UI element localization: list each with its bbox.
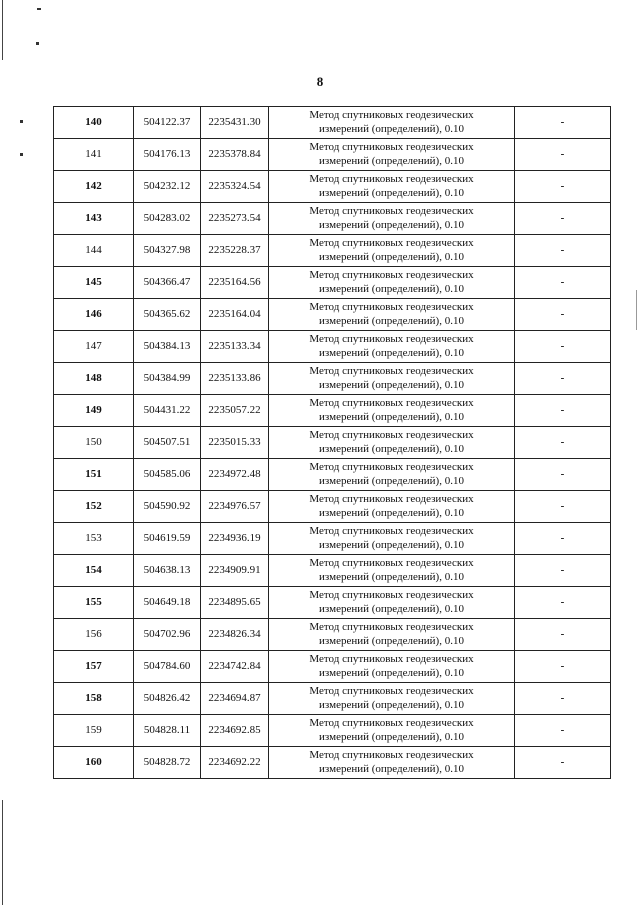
table-row [54,203,611,235]
x-coordinate-cell: 504176.13 [134,139,201,171]
method-cell [269,363,515,395]
table-row [54,395,611,427]
x-coordinate-cell: 504366.47 [134,267,201,299]
y-coordinate-cell: 2235133.34 [201,331,269,363]
point-number-cell: 160 [54,747,134,779]
method-line-2: измерений (определений), 0.10 [319,282,464,295]
point-number-cell: 150 [54,427,134,459]
method-line-2: измерений (определений), 0.10 [319,506,464,519]
method-line-1: Метод спутниковых геодезических [309,588,474,601]
method-line-1: Метод спутниковых геодезических [309,716,474,729]
x-coordinate-cell: 504826.42 [134,683,201,715]
x-coordinate-cell: 504619.59 [134,523,201,555]
method-line-2: измерений (определений), 0.10 [319,250,464,263]
x-coordinate-cell: 504384.13 [134,331,201,363]
method-line-1: Метод спутниковых геодезических [309,236,474,249]
x-coordinate-cell: 504232.12 [134,171,201,203]
y-coordinate-cell: 2234936.19 [201,523,269,555]
point-number-cell: 158 [54,683,134,715]
method-line-1: Метод спутниковых геодезических [309,620,474,633]
description-cell: - [515,235,611,267]
table-row [54,587,611,619]
scan-mark [20,153,23,156]
y-coordinate-cell: 2235164.04 [201,299,269,331]
table-row [54,267,611,299]
coordinates-table [53,106,611,779]
method-line-2: измерений (определений), 0.10 [319,730,464,743]
method-line-2: измерений (определений), 0.10 [319,538,464,551]
point-number-cell: 149 [54,395,134,427]
x-coordinate-cell: 504649.18 [134,587,201,619]
method-line-2: измерений (определений), 0.10 [319,634,464,647]
description-cell: - [515,651,611,683]
x-coordinate-cell: 504590.92 [134,491,201,523]
scan-edge-line [2,0,3,60]
scan-mark [37,8,41,10]
table-row [54,555,611,587]
y-coordinate-cell: 2235133.86 [201,363,269,395]
description-cell: - [515,523,611,555]
method-line-2: измерений (определений), 0.10 [319,122,464,135]
point-number-cell: 140 [54,107,134,139]
x-coordinate-cell: 504384.99 [134,363,201,395]
y-coordinate-cell: 2235015.33 [201,427,269,459]
method-line-2: измерений (определений), 0.10 [319,314,464,327]
method-cell [269,747,515,779]
x-coordinate-cell: 504702.96 [134,619,201,651]
y-coordinate-cell: 2235378.84 [201,139,269,171]
y-coordinate-cell: 2234742.84 [201,651,269,683]
table-row [54,683,611,715]
point-number-cell: 146 [54,299,134,331]
point-number-cell: 156 [54,619,134,651]
y-coordinate-cell: 2235431.30 [201,107,269,139]
coordinates-table-body [54,107,611,779]
table-row [54,747,611,779]
method-line-1: Метод спутниковых геодезических [309,268,474,281]
method-line-1: Метод спутниковых геодезических [309,492,474,505]
description-cell: - [515,715,611,747]
point-number-cell: 141 [54,139,134,171]
x-coordinate-cell: 504365.62 [134,299,201,331]
x-coordinate-cell: 504638.13 [134,555,201,587]
method-cell [269,555,515,587]
table-row [54,715,611,747]
description-cell: - [515,427,611,459]
y-coordinate-cell: 2235273.54 [201,203,269,235]
table-row [54,363,611,395]
scan-edge-line [2,800,3,905]
method-line-2: измерений (определений), 0.10 [319,762,464,775]
method-cell [269,267,515,299]
description-cell: - [515,747,611,779]
method-cell [269,331,515,363]
description-cell: - [515,619,611,651]
method-line-1: Метод спутниковых геодезических [309,684,474,697]
method-line-2: измерений (определений), 0.10 [319,474,464,487]
point-number-cell: 142 [54,171,134,203]
method-cell [269,203,515,235]
method-line-1: Метод спутниковых геодезических [309,524,474,537]
x-coordinate-cell: 504507.51 [134,427,201,459]
point-number-cell: 153 [54,523,134,555]
description-cell: - [515,459,611,491]
point-number-cell: 151 [54,459,134,491]
x-coordinate-cell: 504585.06 [134,459,201,491]
point-number-cell: 144 [54,235,134,267]
table-row [54,139,611,171]
y-coordinate-cell: 2234895.65 [201,587,269,619]
x-coordinate-cell: 504784.60 [134,651,201,683]
description-cell: - [515,331,611,363]
scan-edge-line [636,290,637,330]
y-coordinate-cell: 2234826.34 [201,619,269,651]
method-cell [269,171,515,203]
method-line-1: Метод спутниковых геодезических [309,108,474,121]
method-cell [269,715,515,747]
table-row [54,427,611,459]
description-cell: - [515,107,611,139]
method-line-1: Метод спутниковых геодезических [309,300,474,313]
table-row [54,171,611,203]
table-row [54,331,611,363]
method-cell [269,491,515,523]
method-cell [269,523,515,555]
point-number-cell: 145 [54,267,134,299]
method-cell [269,395,515,427]
y-coordinate-cell: 2235164.56 [201,267,269,299]
description-cell: - [515,491,611,523]
x-coordinate-cell: 504283.02 [134,203,201,235]
scan-mark [20,120,23,123]
page-number: 8 [316,74,324,89]
method-cell [269,299,515,331]
method-line-1: Метод спутниковых геодезических [309,204,474,217]
description-cell: - [515,555,611,587]
method-cell [269,139,515,171]
table-row [54,651,611,683]
method-cell [269,683,515,715]
description-cell: - [515,139,611,171]
y-coordinate-cell: 2235324.54 [201,171,269,203]
y-coordinate-cell: 2234909.91 [201,555,269,587]
table-row [54,619,611,651]
method-line-2: измерений (определений), 0.10 [319,570,464,583]
table-row [54,523,611,555]
method-cell [269,459,515,491]
method-cell [269,427,515,459]
method-cell [269,619,515,651]
method-line-2: измерений (определений), 0.10 [319,666,464,679]
method-line-2: измерений (определений), 0.10 [319,186,464,199]
method-line-2: измерений (определений), 0.10 [319,602,464,615]
point-number-cell: 147 [54,331,134,363]
method-line-2: измерений (определений), 0.10 [319,154,464,167]
description-cell: - [515,299,611,331]
table-row [54,491,611,523]
method-cell [269,651,515,683]
method-line-1: Метод спутниковых геодезических [309,556,474,569]
y-coordinate-cell: 2234972.48 [201,459,269,491]
table-row [54,235,611,267]
method-line-1: Метод спутниковых геодезических [309,140,474,153]
point-number-cell: 152 [54,491,134,523]
description-cell: - [515,683,611,715]
method-line-1: Метод спутниковых геодезических [309,172,474,185]
method-line-1: Метод спутниковых геодезических [309,460,474,473]
method-cell [269,235,515,267]
method-line-2: измерений (определений), 0.10 [319,378,464,391]
table-row [54,107,611,139]
description-cell: - [515,363,611,395]
point-number-cell: 154 [54,555,134,587]
y-coordinate-cell: 2234694.87 [201,683,269,715]
point-number-cell: 159 [54,715,134,747]
method-line-2: измерений (определений), 0.10 [319,218,464,231]
method-line-1: Метод спутниковых геодезических [309,652,474,665]
point-number-cell: 155 [54,587,134,619]
method-line-1: Метод спутниковых геодезических [309,428,474,441]
y-coordinate-cell: 2234692.85 [201,715,269,747]
x-coordinate-cell: 504828.11 [134,715,201,747]
y-coordinate-cell: 2234692.22 [201,747,269,779]
y-coordinate-cell: 2234976.57 [201,491,269,523]
x-coordinate-cell: 504122.37 [134,107,201,139]
method-line-1: Метод спутниковых геодезических [309,396,474,409]
method-cell [269,107,515,139]
table-row [54,459,611,491]
table-row [54,299,611,331]
description-cell: - [515,587,611,619]
method-line-1: Метод спутниковых геодезических [309,748,474,761]
y-coordinate-cell: 2235057.22 [201,395,269,427]
description-cell: - [515,171,611,203]
description-cell: - [515,203,611,235]
method-line-2: измерений (определений), 0.10 [319,442,464,455]
method-line-1: Метод спутниковых геодезических [309,364,474,377]
point-number-cell: 148 [54,363,134,395]
x-coordinate-cell: 504327.98 [134,235,201,267]
method-line-2: измерений (определений), 0.10 [319,698,464,711]
method-cell [269,587,515,619]
x-coordinate-cell: 504828.72 [134,747,201,779]
scan-mark [36,42,39,45]
method-line-1: Метод спутниковых геодезических [309,332,474,345]
point-number-cell: 143 [54,203,134,235]
point-number-cell: 157 [54,651,134,683]
description-cell: - [515,395,611,427]
method-line-2: измерений (определений), 0.10 [319,346,464,359]
x-coordinate-cell: 504431.22 [134,395,201,427]
method-line-2: измерений (определений), 0.10 [319,410,464,423]
description-cell: - [515,267,611,299]
y-coordinate-cell: 2235228.37 [201,235,269,267]
